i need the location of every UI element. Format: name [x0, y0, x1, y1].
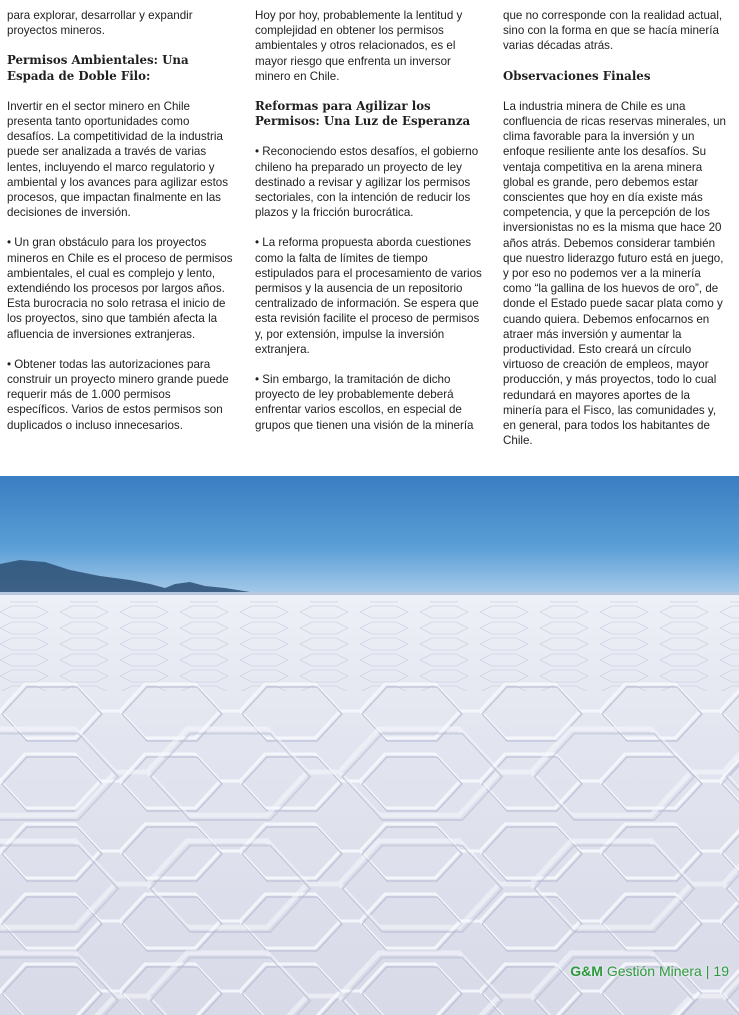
- bullet-paragraph: • Un gran obstáculo para los proyectos mineros en Chile es el proceso de permisos ambientales, el cual es complejo y lento, extendiéndo los procesos por largos años. Esta burocracia no solo retrasa el inicio de los proyectos, sino que también afecta la afluencia de inversiones extranjeras.: [7, 236, 233, 341]
- paragraph: para explorar, desarrollar y expandir proyectos mineros.: [7, 9, 193, 38]
- paragraph: que no corresponde con la realidad actual, sino con la forma en que se hacía minería varias décadas atrás.: [503, 9, 723, 53]
- bullet-paragraph: • Reconociendo estos desafíos, el gobierno chileno ha preparado un proyecto de ley destinado a revisar y agilizar los permisos sectoriales, con la intención de reducir los plazos y la fricción burocrática.: [255, 145, 479, 220]
- page-number: 19: [713, 963, 729, 979]
- page-footer: [570, 963, 729, 979]
- bullet-paragraph: • Obtener todas las autorizaciones para construir un proyecto minero grande puede requerir más de 1.000 permisos específicos. Varios de estos permisos son duplicados o incluso innecesarios.: [7, 357, 229, 432]
- brand-logo-text: G&M: [570, 963, 603, 979]
- article-column-3: [503, 8, 731, 463]
- section-heading: Permisos Ambientales: Una Espada de Doble Filo:: [7, 53, 189, 83]
- publication-name: Gestión Minera: [606, 963, 702, 979]
- paragraph: Hoy por hoy, probablemente la lentitud y complejidad en obtener los permisos ambientales y otros relacionados, es el mayor riesgo que enfrenta un inversor minero en Chile.: [255, 9, 463, 83]
- article-columns: [0, 0, 739, 470]
- bullet-paragraph: • La reforma propuesta aborda cuestiones como la falta de límites de tiempo estipulados para el procesamiento de varios permisos y la ausencia de un repositorio centralizado de información. Se espera que esta revisión facilite el proceso de permisos y, por extensión, impulse la inversión extranjera.: [255, 236, 482, 356]
- paragraph: Invertir en el sector minero en Chile presenta tanto oportunidades como desafíos. La competitividad de la industria puede ser analizada a través de varias lentes, incluyendo el marco regulatorio y ambiental y los avances para agilizar estos procesos, que impactan finalmente en las decisiones de inversión.: [7, 99, 229, 220]
- paragraph: La industria minera de Chile es una confluencia de ricas reservas minerales, un clima favorable para la inversión y un enfoque resiliente ante los desafíos. Su ventaja competitiva en la arena minera global es grande, pero debemos estar conscientes que hoy en día existe más competencia, y que la percepción de los inversionistas no es la misma que hace 20 años atrás. Debemos considerar también que nuestro liderazgo futuro está en juego, y por eso no podemos ver a la minería como “la gallina de los huevos de oro”, de donde el Estado puede sacar plata como y cuando quiera. Debemos enfocarnos en atraer más inversión y aumentar la productividad. Esto creará un círculo virtuoso de creación de empleos, mayor producción, y más proyectos, todo lo cual redundará en mayores aportes de la minería para el Fisco, las comunidades y, en general, para todos los habitantes de Chile.: [503, 99, 726, 448]
- salt-flat-photo: [0, 476, 739, 1015]
- article-column-1: [7, 8, 235, 448]
- bullet-paragraph: • Sin embargo, la tramitación de dicho proyecto de ley probablemente deberá enfrentar varios escollos, en especial de grupos que tienen una visión de la minería: [255, 373, 474, 432]
- section-heading: Reformas para Agilizar los Permisos: Una Luz de Esperanza: [255, 99, 471, 129]
- article-column-2: [255, 8, 483, 448]
- footer-separator: |: [705, 963, 710, 979]
- section-heading: Observaciones Finales: [503, 68, 651, 83]
